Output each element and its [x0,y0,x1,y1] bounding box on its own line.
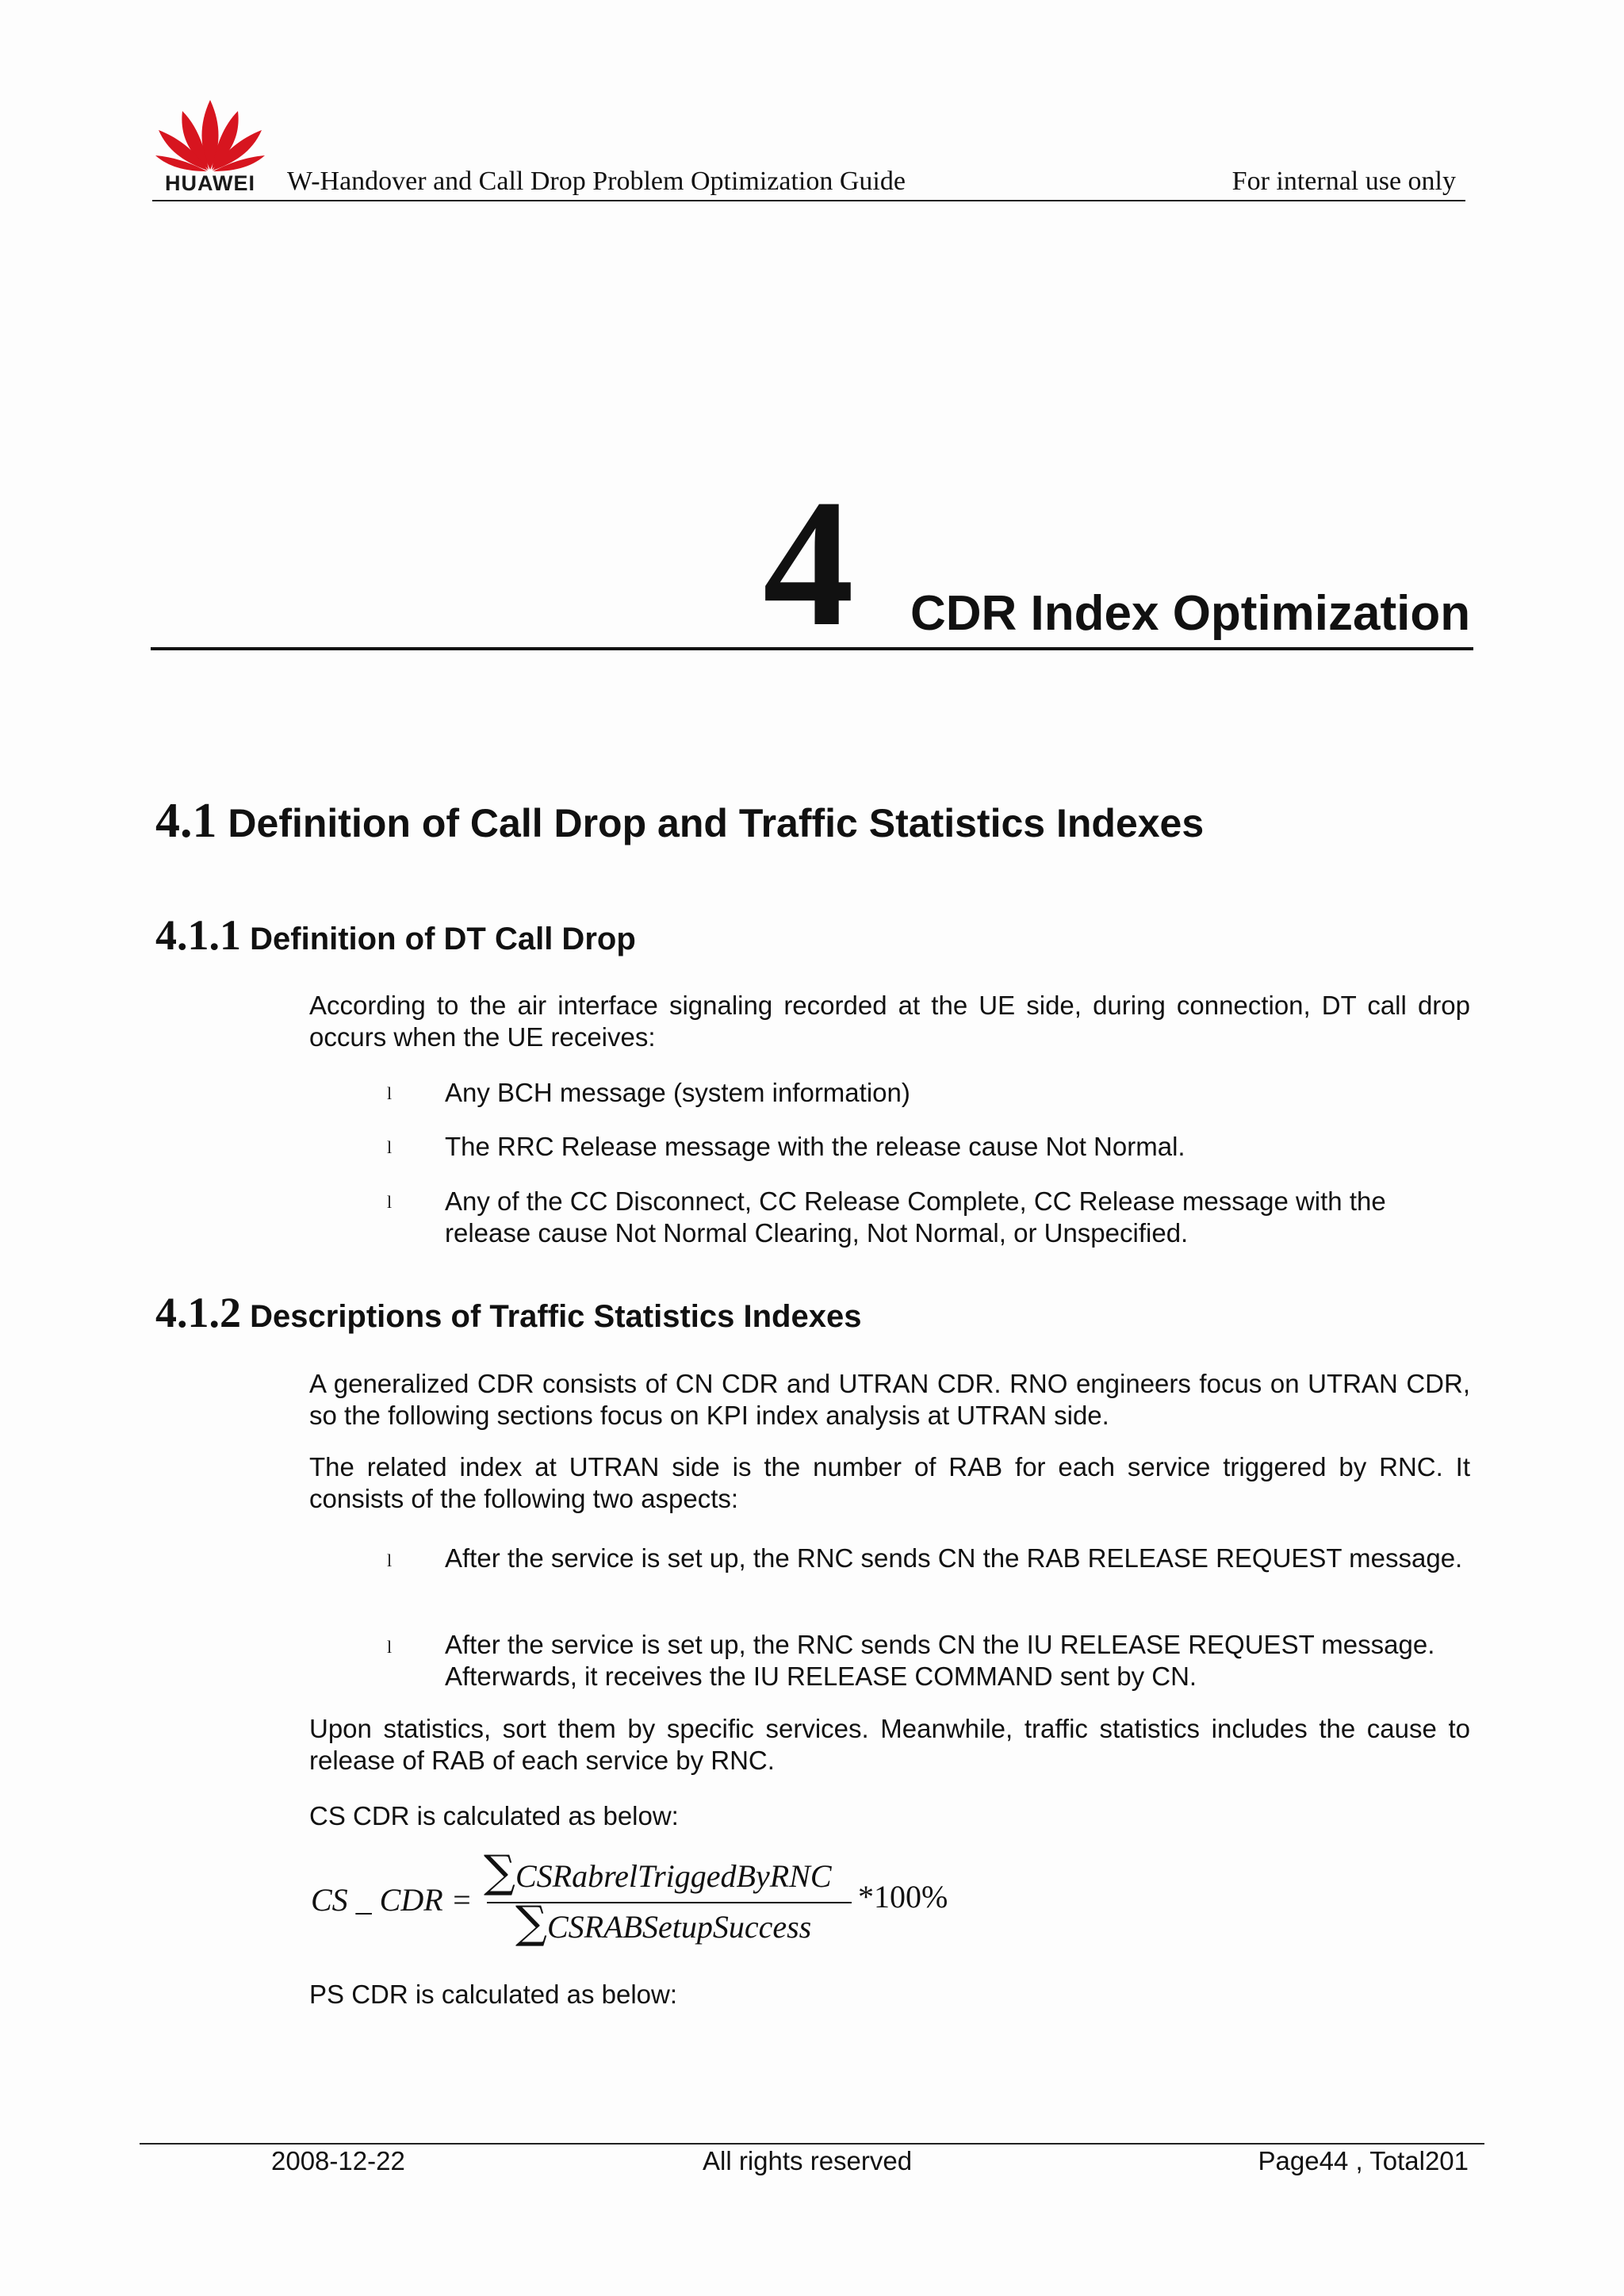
footer-rule [140,2143,1484,2145]
sum-icon: ∑ [484,1846,515,1898]
list-item: After the service is set up, the RNC sends CN the RAB RELEASE REQUEST message. [445,1543,1463,1573]
list-item: Any of the CC Disconnect, CC Release Complete, CC Release message with the release cause Not Normal Clearing, Not Normal, or Unspecified. [445,1186,1386,1248]
numerator-term: CSRabrelTriggedByRNC [515,1858,832,1894]
bullet-marker: l [387,1192,393,1212]
bullet-marker: l [387,1637,393,1657]
section-title: Descriptions of Traffic Statistics Indexes [250,1299,862,1334]
huawei-petals-icon [152,94,268,173]
section-number: 4.1 [155,794,217,848]
footer-page-number: Page44 , Total201 [1258,2146,1469,2175]
header-rule [152,200,1465,201]
formula-lhs: CS _ CDR = [311,1882,473,1918]
denominator-term: CSRABSetupSuccess [546,1909,812,1945]
formula-denominator [515,1897,811,1949]
list-item: Any BCH message (system information) [445,1078,910,1107]
section-heading-4-1-2 [155,1288,861,1337]
bullet-marker: l [387,1550,393,1570]
section-title: Definition of Call Drop and Traffic Statistics Indexes [228,801,1205,845]
sum-icon: ∑ [515,1897,547,1949]
section-number: 4.1.1 [155,911,241,959]
section-title: Definition of DT Call Drop [250,922,636,956]
paragraph: PS CDR is calculated as below: [309,1980,678,2009]
paragraph: CS CDR is calculated as below: [309,1801,679,1830]
section-heading-4-1-1 [155,910,636,960]
bullet-marker: l [387,1137,393,1157]
document-title: W-Handover and Call Drop Problem Optimization Guide [287,167,906,196]
classification-label: For internal use only [1231,167,1456,196]
paragraph: The related index at UTRAN side is the number of RAB for each service triggered by RNC. It consists of the following two aspects: [309,1452,1470,1513]
paragraph: According to the air interface signaling recorded at the UE side, during connection, DT call drop occurs when the UE receives: [309,991,1470,1052]
paragraph: Upon statistics, sort them by specific services. Meanwhile, traffic statistics includes the cause to release of RAB of each service by RNC. [309,1714,1470,1775]
footer-date: 2008-12-22 [271,2146,405,2175]
section-number: 4.1.2 [155,1289,241,1336]
footer-rights: All rights reserved [703,2146,913,2175]
logo-text: HUAWEI [165,171,255,195]
cs-cdr-formula [311,1846,961,1965]
chapter-number: 4 [763,462,854,664]
section-heading-4-1 [155,793,1204,849]
chapter-rule [151,647,1473,650]
list-item: The RRC Release message with the release cause Not Normal. [445,1132,1185,1161]
formula-multiplier: *100% [858,1879,948,1915]
formula-numerator [484,1846,832,1898]
chapter-title: CDR Index Optimization [910,586,1471,641]
list-item: After the service is set up, the RNC sends CN the IU RELEASE REQUEST message. Afterwards, it receives the IU RELEASE COMMAND sent by CN. [445,1630,1435,1691]
paragraph: A generalized CDR consists of CN CDR and UTRAN CDR. RNO engineers focus on UTRAN CDR, so the following sections focus on KPI index analysis at UTRAN side. [309,1369,1470,1430]
bullet-marker: l [387,1083,393,1103]
